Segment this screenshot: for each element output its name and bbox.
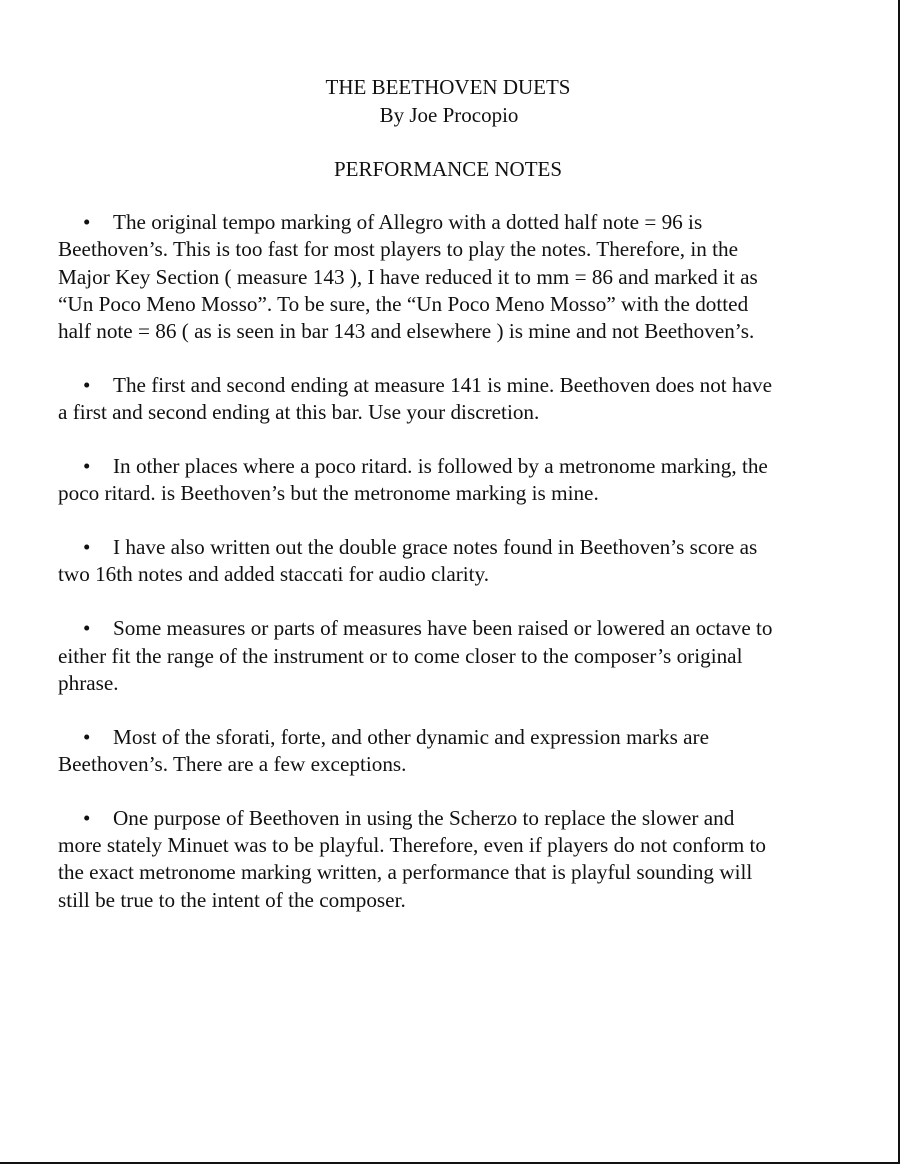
document-title: THE BEETHOVEN DUETS bbox=[325, 75, 571, 99]
note-line: The first and second ending at measure 141 is mine. Beethoven does not have bbox=[113, 372, 772, 397]
note-line: half note = 86 ( as is seen in bar 143 and elsewhere ) is mine and not Beethoven’s. bbox=[58, 319, 755, 344]
performance-note bbox=[58, 453, 858, 508]
bullet-icon: • bbox=[83, 210, 91, 234]
note-line: I have also written out the double grace notes found in Beethoven’s score as bbox=[113, 535, 758, 560]
note-line: poco ritard. is Beethoven’s but the metronome marking is mine. bbox=[58, 481, 599, 506]
performance-note bbox=[58, 534, 858, 589]
note-line: “Un Poco Meno Mosso”. To be sure, the “Un Poco Meno Mosso” with the dotted bbox=[58, 291, 749, 316]
note-line: a first and second ending at this bar. Use your discretion. bbox=[58, 400, 540, 425]
document-author: By Joe Procopio bbox=[379, 103, 519, 127]
bullet-icon: • bbox=[83, 805, 91, 830]
note-line: One purpose of Beethoven in using the Scherzo to replace the slower and bbox=[113, 805, 735, 830]
note-line: The original tempo marking of Allegro with a dotted half note = 96 is bbox=[113, 210, 703, 234]
note-line: Some measures or parts of measures have been raised or lowered an octave to bbox=[113, 616, 773, 641]
note-line: In other places where a poco ritard. is followed by a metronome marking, the bbox=[113, 454, 768, 479]
performance-note bbox=[58, 615, 858, 697]
note-line: Most of the sforati, forte, and other dynamic and expression marks are bbox=[113, 724, 710, 749]
performance-note bbox=[58, 805, 858, 914]
note-line: Beethoven’s. This is too fast for most players to play the notes. Therefore, in the bbox=[58, 237, 739, 262]
note-line: Major Key Section ( measure 143 ), I have reduced it to mm = 86 and marked it as bbox=[58, 264, 758, 289]
performance-notes-list bbox=[58, 209, 858, 940]
note-line: either fit the range of the instrument or to come closer to the composer’s original bbox=[58, 643, 743, 668]
note-line: more stately Minuet was to be playful. Therefore, even if players do not conform to bbox=[58, 833, 767, 858]
bullet-icon: • bbox=[83, 535, 91, 560]
note-line: two 16th notes and added staccati for audio clarity. bbox=[58, 562, 490, 587]
bullet-icon: • bbox=[83, 724, 91, 749]
performance-note bbox=[58, 724, 858, 779]
bullet-icon: • bbox=[83, 454, 91, 479]
bullet-icon: • bbox=[83, 616, 91, 641]
performance-note bbox=[58, 372, 858, 427]
performance-note bbox=[58, 209, 858, 345]
bullet-icon: • bbox=[83, 372, 91, 397]
note-line: still be true to the intent of the composer. bbox=[58, 887, 406, 912]
note-line: the exact metronome marking written, a performance that is playful sounding will bbox=[58, 860, 753, 885]
section-heading: PERFORMANCE NOTES bbox=[333, 157, 563, 181]
note-line: phrase. bbox=[58, 670, 119, 695]
note-line: Beethoven’s. There are a few exceptions. bbox=[58, 751, 407, 776]
